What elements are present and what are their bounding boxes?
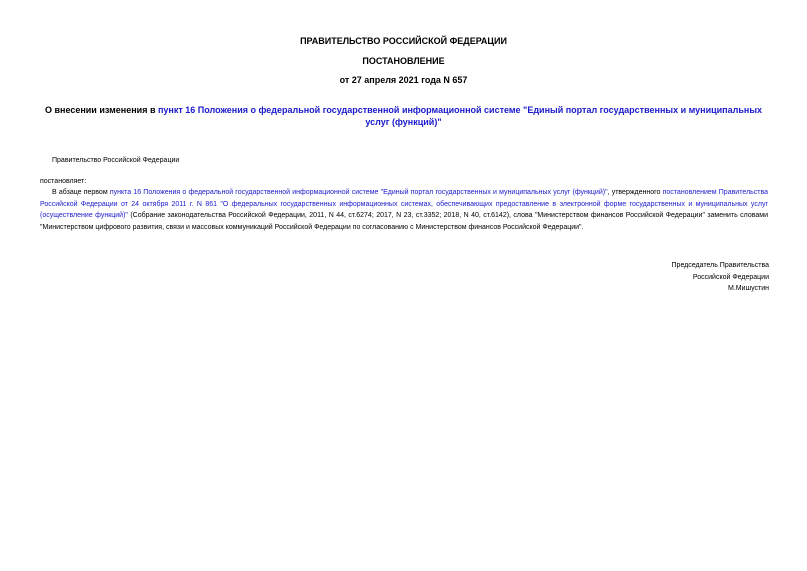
- government-heading: ПРАВИТЕЛЬСТВО РОССИЙСКОЙ ФЕДЕРАЦИИ: [300, 36, 507, 46]
- document-subject: [40, 104, 767, 128]
- date-number-heading: от 27 апреля 2021 года N 657: [339, 75, 468, 85]
- paragraph-rest-text: (Собрание законодательства Российской Федерации, 2011, N 44, ст.6274; 2017, N 23, ст.3352; 2018, N 40, ст.6142), слова "Министерством финансов Российской Федерации" заменить словами "Министерством цифрового развития, связи и массовых коммуникаций Российской Федерации по согласованию с Министерством финансов Российской Федерации".: [40, 212, 768, 231]
- document-type-heading: ПОСТАНОВЛЕНИЕ: [362, 56, 445, 66]
- subject-prefix: О внесении изменения в: [44, 105, 158, 115]
- paragraph-intro: В абзаце первом: [52, 189, 110, 196]
- subject-link[interactable]: пункт 16 Положения о федеральной государственной информационной системе "Единый портал государственных и муниципальных услуг (функций)": [157, 105, 763, 127]
- signature-name: М.Мишустин: [727, 285, 769, 292]
- paragraph-link-resolution-861[interactable]: постановлением Правительства Российской Федерации от 24 октября 2011 г. N 861 "О федеральных государственных информационных системах, обеспечивающих предоставление в электронной форме государственных и муниципальных услуг (осуществление функций)": [40, 189, 768, 219]
- issuer-text: Правительство Российской Федерации: [52, 157, 180, 164]
- paragraph-link-clause-16[interactable]: пункта 16 Положения о федеральной государственной информационной системе "Единый портал государственных и муниципальных услуг (функций)": [109, 189, 608, 196]
- signature-block: [672, 260, 769, 295]
- paragraph-approved-text: , утвержденного: [607, 189, 663, 196]
- signature-title: Председатель Правительства: [671, 262, 769, 269]
- decrees-text: постановляет:: [40, 178, 87, 185]
- main-paragraph: [40, 187, 768, 233]
- signature-title-2: Российской Федерации: [692, 273, 769, 281]
